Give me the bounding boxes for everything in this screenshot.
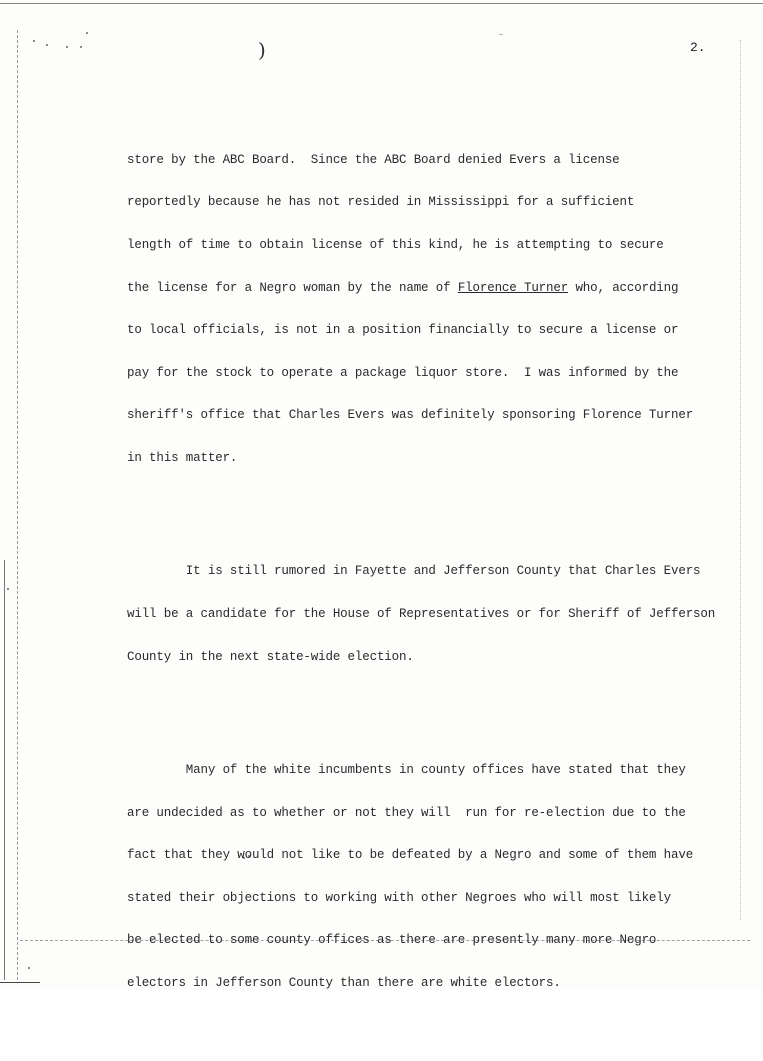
text-line: electors in Jefferson County than there are white electors. — [127, 975, 561, 990]
text-line: to local officials, is not in a position financially to secure a license or — [127, 323, 679, 338]
scan-right-edge — [740, 40, 741, 920]
text-line: reportedly because he has not resided in Mississippi for a sufficient — [127, 195, 635, 210]
text-fragment: who, according — [568, 280, 679, 295]
text-fragment: the license for a Negro woman by the name of — [127, 280, 458, 295]
scan-corner-mark — [0, 982, 40, 983]
scan-speck — [66, 46, 68, 48]
text-line: length of time to obtain license of this kind, he is attempting to secure — [127, 238, 664, 252]
text-line: stated their objections to working with other Negroes who will most likely — [127, 890, 671, 905]
scan-speck — [80, 46, 82, 48]
scan-speck — [86, 32, 88, 34]
text-line: Many of the white incumbents in county offices have stated that they — [127, 762, 686, 777]
scan-top-edge — [0, 3, 763, 4]
scan-dash-mark: ⁻ — [498, 33, 505, 44]
text-line: be elected to some county offices as there are presently many more Negro — [127, 933, 657, 948]
document-body — [127, 96, 716, 1061]
scan-speck — [46, 44, 48, 46]
text-line-with-name — [127, 281, 707, 295]
text-line: store by the ABC Board. Since the ABC Board denied Evers a license — [127, 152, 620, 167]
text-line: fact that they would not like to be defeated by a Negro and some of them have — [127, 848, 694, 863]
text-line: County in the next state-wide election. — [127, 649, 414, 664]
scan-paren-mark: ) — [258, 38, 266, 62]
scan-speck — [28, 967, 30, 969]
paragraph-3 — [127, 735, 707, 1019]
text-line: will be a candidate for the House of Representatives or for Sheriff of Jefferson — [127, 606, 716, 621]
text-line: in this matter. — [127, 450, 238, 465]
scan-speck — [7, 588, 9, 590]
paragraph-2 — [127, 536, 716, 692]
text-line: pay for the stock to operate a package liquor store. I was informed by the — [127, 365, 679, 380]
text-line: It is still rumored in Fayette and Jefferson County that Charles Evers — [127, 564, 701, 579]
scan-speck — [33, 40, 35, 42]
page-number: 2. — [690, 40, 706, 55]
scan-left-edge-outer — [4, 560, 5, 980]
text-line: are undecided as to whether or not they will run for re-election due to the — [127, 805, 686, 820]
text-line: sheriff's office that Charles Evers was definitely sponsoring Florence Turner — [127, 408, 694, 423]
scan-left-edge — [17, 30, 18, 980]
underlined-name: Florence Turner — [457, 280, 569, 295]
paragraph-1 — [127, 124, 707, 493]
